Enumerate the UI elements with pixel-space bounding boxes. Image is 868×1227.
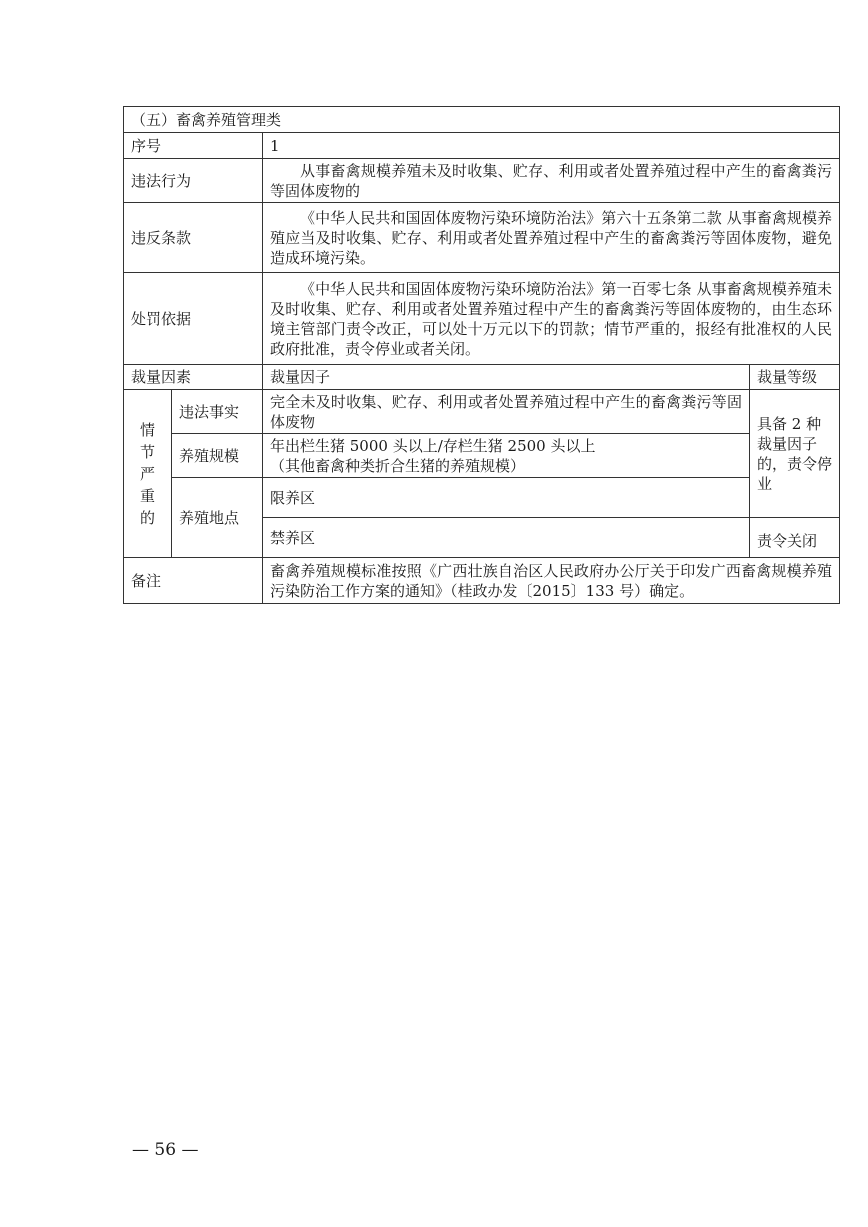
location-label: 养殖地点 [172,478,263,558]
scale-cell [263,434,750,478]
seq-value: 1 [263,133,840,159]
factors-header-factor: 裁量因素 [124,365,263,390]
severity-char: 严 [139,464,155,483]
behavior-cell [263,159,840,203]
scale-line2: （其他畜禽种类折合生猪的养殖规模） [270,456,526,475]
factors-header-level: 裁量等级 [750,365,840,390]
severity-label [124,390,172,558]
section-title: （五）畜禽养殖管理类 [124,107,840,133]
clause-value: 《中华人民共和国固体废物污染环境防治法》第六十五条第二款 从事畜禽规模养殖应当及时收集、贮存、利用或者处置养殖过程中产生的畜禽粪污等固体废物，避免造成环境污染。 [270,208,833,267]
remark-value: 畜禽养殖规模标准按照《广西壮族自治区人民政府办公厅关于印发广西畜禽规模养殖污染防治工作方案的通知》（桂政办发〔2015〕133 号）确定。 [263,558,840,604]
behavior-value: 从事畜禽规模养殖未及时收集、贮存、利用或者处置养殖过程中产生的畜禽粪污等固体废物的 [270,161,833,200]
scale-label: 养殖规模 [172,434,263,478]
severity-char: 节 [139,442,155,461]
basis-cell [263,273,840,365]
behavior-label: 违法行为 [124,159,263,203]
basis-value: 《中华人民共和国固体废物污染环境防治法》第一百零七条 从事畜禽规模养殖未及时收集、贮存、利用或者处置养殖过程中产生的畜禽粪污等固体废物的，由生态环境主管部门责令改正，可以处十万元以下的罚款；情节严重的，报经有批准权的人民政府批准，责令停业或者关闭。 [270,279,833,358]
remark-label: 备注 [124,558,263,604]
location-forbidden: 禁养区 [263,518,750,558]
location-restricted: 限养区 [263,478,750,518]
discretion-table [123,106,840,604]
fact-label: 违法事实 [172,390,263,434]
clause-cell [263,203,840,273]
scale-line1: 年出栏生猪 5000 头以上/存栏生猪 2500 头以上 [270,436,596,455]
page-number: — 56 — [132,1140,199,1160]
severity-char: 重 [139,486,155,505]
severity-char: 情 [139,420,155,439]
level-main: 具备 2 种裁量因子的，责令停业 [750,390,840,518]
severity-char: 的 [139,508,155,527]
clause-label: 违反条款 [124,203,263,273]
seq-label: 序号 [124,133,263,159]
basis-label: 处罚依据 [124,273,263,365]
factors-header-item: 裁量因子 [263,365,750,390]
level-forbidden: 责令关闭 [750,518,840,558]
fact-value: 完全未及时收集、贮存、利用或者处置养殖过程中产生的畜禽粪污等固体废物 [263,390,750,434]
